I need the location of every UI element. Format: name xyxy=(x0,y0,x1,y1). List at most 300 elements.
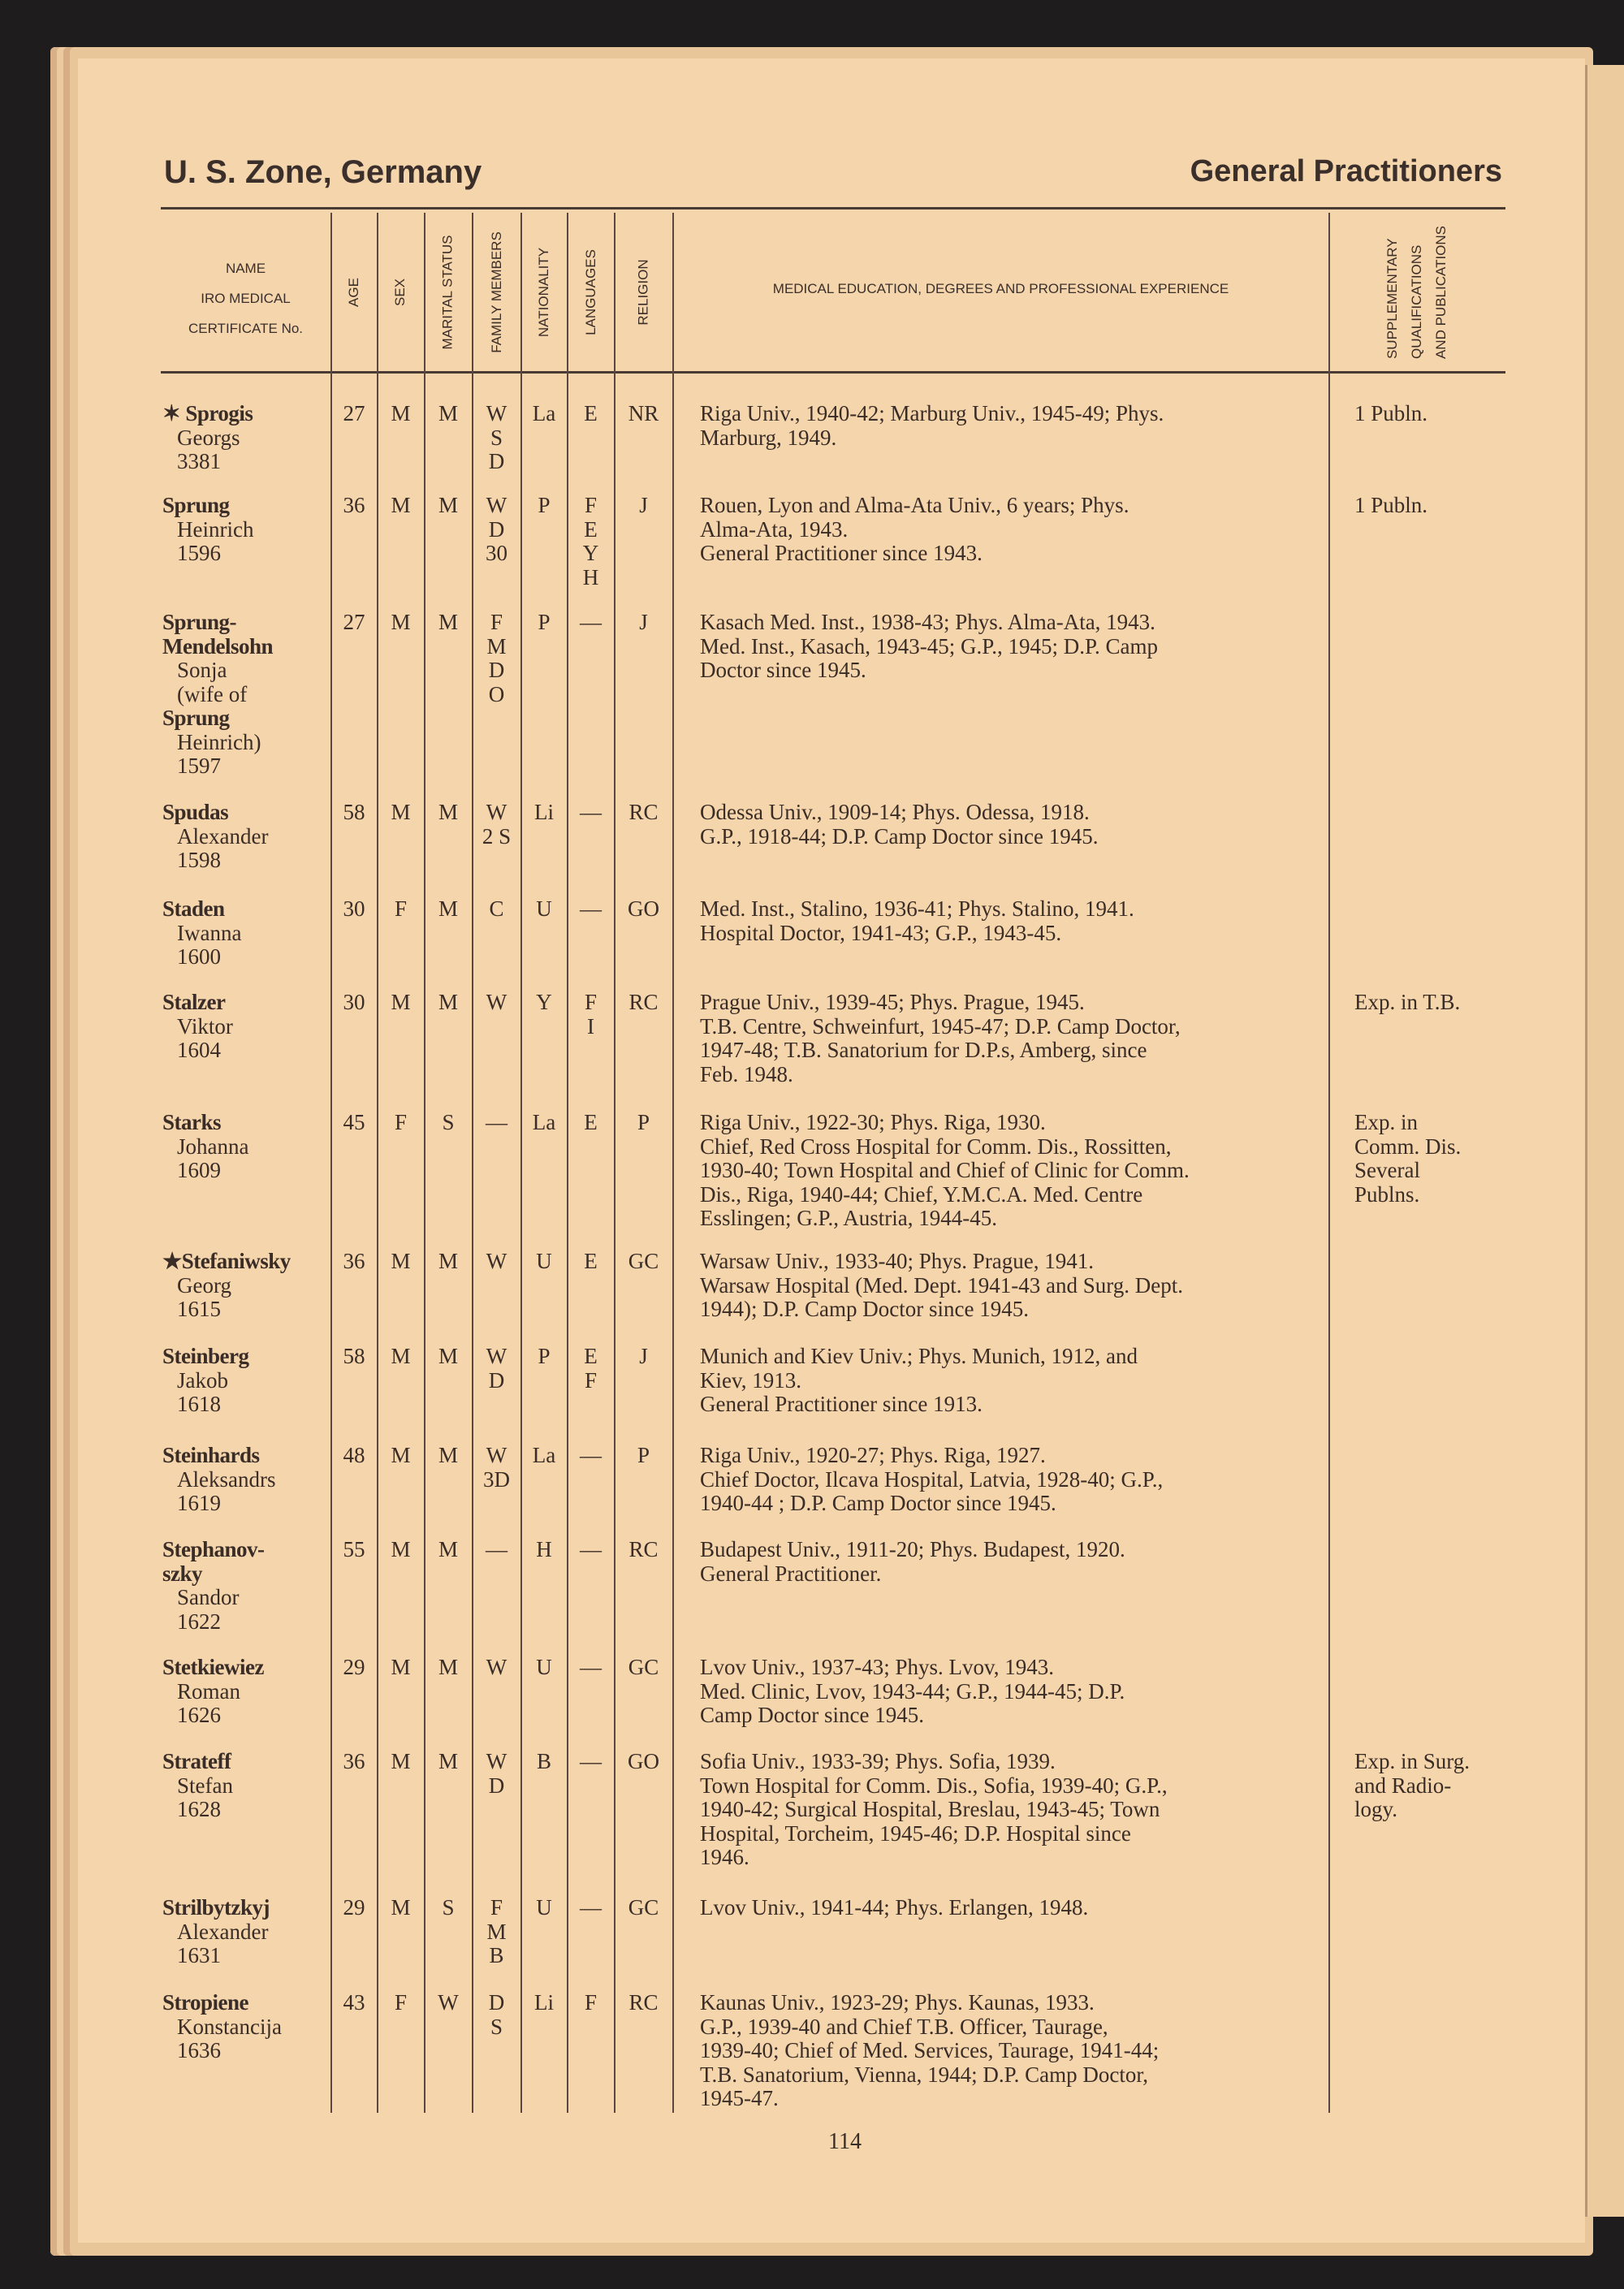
experience-line: 1939-40; Chief of Med. Services, Taurage, 1941-44; xyxy=(700,2038,1160,2062)
family-value: S xyxy=(490,425,503,450)
religion-cell: GO xyxy=(628,1749,659,1773)
age-cell: 36 xyxy=(343,1249,365,1273)
family-value: D xyxy=(488,1773,505,1798)
col-header-supplementary xyxy=(1329,213,1505,372)
col-header-supplementary-line: QUALIFICATIONS xyxy=(1409,244,1425,360)
name-cell xyxy=(162,801,268,873)
surname: Strateff xyxy=(162,1749,231,1773)
name-cell xyxy=(162,402,253,474)
name-detail: 1609 xyxy=(177,1158,221,1182)
age-cell: 27 xyxy=(343,610,365,634)
religion-cell: GC xyxy=(628,1249,659,1273)
experience-line: G.P., 1939-40 and Chief T.B. Officer, Taurage, xyxy=(700,2014,1108,2039)
nationality-cell: Li xyxy=(534,1990,554,2015)
experience-line: Warsaw Univ., 1933-40; Phys. Prague, 1941. xyxy=(700,1249,1095,1273)
supplementary-line: Comm. Dis. xyxy=(1354,1134,1462,1159)
col-header-name-line: CERTIFICATE No. xyxy=(188,321,304,336)
languages-cell xyxy=(568,402,614,426)
name-detail: 1631 xyxy=(177,1943,221,1967)
experience-line: General Practitioner since 1943. xyxy=(700,541,983,565)
languages-cell xyxy=(568,1896,614,1920)
experience-line: Doctor since 1945. xyxy=(700,658,866,682)
family-cell xyxy=(473,1345,520,1393)
surname: Steinberg xyxy=(162,1344,249,1368)
languages-value: E xyxy=(584,1110,598,1134)
family-value: D xyxy=(488,449,505,473)
name-cell xyxy=(162,1538,265,1634)
family-value: F xyxy=(490,1895,503,1920)
name-cell xyxy=(162,1750,233,1822)
family-value: D xyxy=(488,1367,505,1393)
age-cell: 36 xyxy=(343,1749,365,1773)
age-cell: 27 xyxy=(343,401,365,425)
experience-line: 1944); D.P. Camp Doctor since 1945. xyxy=(700,1297,1029,1321)
religion-cell: RC xyxy=(628,990,659,1014)
supplementary-line: and Radio- xyxy=(1354,1773,1452,1798)
column-divider xyxy=(672,213,674,2113)
col-header-nationality-label: NATIONALITY xyxy=(536,247,552,338)
family-value: W xyxy=(486,401,508,425)
languages-value: — xyxy=(580,1537,602,1561)
sex-cell: F xyxy=(394,1990,408,2015)
marital-cell: W xyxy=(438,1990,459,2015)
marital-cell: M xyxy=(438,800,458,824)
name-cell xyxy=(162,1111,248,1183)
nationality-cell: La xyxy=(532,1110,556,1134)
surname: ★Stefaniwsky xyxy=(162,1249,291,1273)
experience-cell xyxy=(700,1250,1183,1322)
name-detail: Johanna xyxy=(177,1134,249,1159)
experience-line: Sofia Univ., 1933-39; Phys. Sofia, 1939. xyxy=(700,1749,1056,1773)
name-detail: 3381 xyxy=(177,449,221,473)
family-value: W xyxy=(486,1655,508,1679)
marital-cell: M xyxy=(438,610,458,634)
experience-line: Riga Univ., 1920-27; Phys. Riga, 1927. xyxy=(700,1443,1046,1467)
name-detail: 1596 xyxy=(177,541,221,565)
name-cell xyxy=(162,494,253,566)
supplementary-cell xyxy=(1354,494,1427,518)
religion-cell: RC xyxy=(628,800,659,824)
family-value: W xyxy=(486,1749,508,1773)
experience-line: Riga Univ., 1940-42; Marburg Univ., 1945-49; Phys. xyxy=(700,401,1164,425)
family-value: D xyxy=(488,658,505,682)
experience-cell xyxy=(700,1656,1125,1728)
experience-cell xyxy=(700,991,1181,1086)
surname: Starks xyxy=(162,1110,222,1134)
languages-cell xyxy=(568,1750,614,1774)
name-detail: 1618 xyxy=(177,1392,221,1416)
name-detail: Aleksandrs xyxy=(177,1466,276,1492)
experience-line: Budapest Univ., 1911-20; Phys. Budapest, 1920. xyxy=(700,1537,1125,1561)
family-value: W xyxy=(486,493,508,517)
marital-cell: S xyxy=(442,1895,455,1920)
experience-line: Kiev, 1913. xyxy=(700,1367,801,1393)
marital-cell: M xyxy=(438,990,458,1014)
nationality-cell: P xyxy=(538,1344,551,1368)
experience-cell xyxy=(700,402,1164,450)
marital-cell: M xyxy=(438,1344,458,1368)
languages-value: — xyxy=(580,1895,602,1920)
name-cell xyxy=(162,1656,264,1728)
col-header-supplementary-line: SUPPLEMENTARY xyxy=(1384,238,1401,360)
family-cell xyxy=(473,1656,520,1680)
experience-cell xyxy=(700,494,1129,566)
sex-cell: M xyxy=(391,610,411,634)
sex-cell: M xyxy=(391,800,411,824)
religion-cell: J xyxy=(639,493,648,517)
experience-cell xyxy=(700,1750,1168,1870)
col-header-family-label: FAMILY MEMBERS xyxy=(488,231,504,353)
age-cell: 48 xyxy=(343,1443,365,1467)
languages-value: E xyxy=(584,516,598,542)
facing-page-edge xyxy=(1585,65,1624,2217)
experience-line: 1940-44 ; D.P. Camp Doctor since 1945. xyxy=(700,1491,1056,1515)
age-cell: 30 xyxy=(343,896,365,921)
col-header-experience: MEDICAL EDUCATION, DEGREES AND PROFESSIONAL EXPERIENCE xyxy=(772,281,1229,296)
name-detail: Viktor xyxy=(177,1013,233,1039)
sex-cell: M xyxy=(391,1895,411,1920)
family-cell xyxy=(473,1750,520,1798)
col-header-marital xyxy=(425,213,472,372)
nationality-cell: U xyxy=(536,1655,552,1679)
family-cell xyxy=(473,1250,520,1274)
religion-cell: GC xyxy=(628,1895,659,1920)
family-cell xyxy=(473,1111,520,1135)
languages-value: Y xyxy=(582,541,599,565)
nationality-cell: P xyxy=(538,493,551,517)
column-divider xyxy=(1328,213,1330,2113)
experience-line: Lvov Univ., 1937-43; Phys. Lvov, 1943. xyxy=(700,1655,1054,1679)
languages-cell xyxy=(568,1538,614,1562)
marital-cell: M xyxy=(438,1249,458,1273)
languages-cell xyxy=(568,1250,614,1274)
family-cell xyxy=(473,611,520,706)
family-value: W xyxy=(486,1443,508,1467)
languages-value: F xyxy=(584,990,598,1014)
marital-cell: M xyxy=(438,401,458,425)
surname: Stalzer xyxy=(162,990,226,1014)
col-header-religion xyxy=(615,213,672,372)
sex-cell: M xyxy=(391,1655,411,1679)
experience-line: T.B. Centre, Schweinfurt, 1945-47; D.P. Camp Doctor, xyxy=(700,1013,1181,1039)
age-cell: 58 xyxy=(343,1344,365,1368)
languages-value: — xyxy=(580,800,602,824)
experience-line: Esslingen; G.P., Austria, 1944-45. xyxy=(700,1206,998,1230)
name-detail: (wife of xyxy=(177,681,248,706)
surname: Steinhards xyxy=(162,1443,260,1467)
experience-line: 1940-42; Surgical Hospital, Breslau, 1943-45; Town xyxy=(700,1797,1160,1821)
age-cell: 43 xyxy=(343,1990,365,2015)
experience-line: Lvov Univ., 1941-44; Phys. Erlangen, 1948. xyxy=(700,1895,1089,1920)
languages-cell xyxy=(568,1345,614,1393)
experience-cell xyxy=(700,1991,1159,2111)
experience-line: Chief, Red Cross Hospital for Comm. Dis., Rossitten, xyxy=(700,1134,1172,1159)
col-header-languages-label: LANGUAGES xyxy=(582,249,598,335)
col-header-languages xyxy=(568,213,614,372)
languages-value: — xyxy=(580,1655,602,1679)
family-value: D xyxy=(488,1990,505,2015)
nationality-cell: U xyxy=(536,896,552,921)
family-value: W xyxy=(486,1344,508,1368)
name-detail: Heinrich xyxy=(177,516,254,542)
nationality-cell: P xyxy=(538,610,551,634)
name-detail: Heinrich) xyxy=(177,729,261,754)
name-detail: Iwanna xyxy=(177,920,242,945)
experience-line: 1945-47. xyxy=(700,2086,779,2110)
col-header-name-line: NAME xyxy=(225,261,266,276)
experience-cell xyxy=(700,897,1134,945)
age-cell: 29 xyxy=(343,1895,365,1920)
supplementary-line: Exp. in T.B. xyxy=(1354,990,1461,1014)
supplementary-cell xyxy=(1354,1750,1470,1822)
name-detail: Alexander xyxy=(177,823,269,849)
family-cell xyxy=(473,991,520,1015)
sex-cell: M xyxy=(391,493,411,517)
age-cell: 55 xyxy=(343,1537,365,1561)
sex-cell: M xyxy=(391,990,411,1014)
experience-cell xyxy=(700,801,1098,849)
religion-cell: J xyxy=(639,1344,648,1368)
name-cell xyxy=(162,1896,270,1968)
languages-value: E xyxy=(584,1344,598,1368)
name-detail: 1619 xyxy=(177,1491,221,1515)
name-detail: 1628 xyxy=(177,1797,221,1821)
sex-cell: M xyxy=(391,1249,411,1273)
col-header-name xyxy=(162,253,329,343)
religion-cell: RC xyxy=(628,1990,659,2015)
col-header-sex xyxy=(378,213,424,372)
nationality-cell: U xyxy=(536,1895,552,1920)
surname: Strilbytzkyj xyxy=(162,1895,270,1920)
nationality-cell: Y xyxy=(536,990,552,1014)
name-detail: 1597 xyxy=(177,754,221,778)
marital-cell: M xyxy=(438,1443,458,1467)
experience-line: Hospital Doctor, 1941-43; G.P., 1943-45. xyxy=(700,920,1062,945)
running-header-right: General Practitioners xyxy=(1190,154,1502,188)
marital-cell: M xyxy=(438,1655,458,1679)
languages-value: — xyxy=(580,896,602,921)
family-cell xyxy=(473,1896,520,1968)
religion-cell: P xyxy=(637,1110,650,1134)
languages-cell xyxy=(568,1444,614,1468)
col-header-age xyxy=(331,213,377,372)
nationality-cell: H xyxy=(536,1537,552,1561)
nationality-cell: La xyxy=(532,1443,556,1467)
languages-cell xyxy=(568,611,614,635)
family-cell xyxy=(473,1538,520,1562)
surname: Stetkiewiez xyxy=(162,1655,264,1679)
name-cell xyxy=(162,611,273,779)
languages-cell xyxy=(568,1111,614,1135)
family-cell xyxy=(473,1444,520,1492)
supplementary-line: logy. xyxy=(1354,1797,1397,1821)
religion-cell: NR xyxy=(628,401,659,425)
name-cell xyxy=(162,897,241,970)
col-header-supplementary-line: AND PUBLICATIONS xyxy=(1433,225,1449,360)
experience-line: Odessa Univ., 1909-14; Phys. Odessa, 1918. xyxy=(700,800,1090,824)
experience-cell xyxy=(700,1896,1088,1920)
name-detail: 1604 xyxy=(177,1038,221,1062)
family-cell xyxy=(473,801,520,849)
languages-cell xyxy=(568,991,614,1039)
supplementary-line: 1 Publn. xyxy=(1354,401,1428,425)
experience-line: General Practitioner. xyxy=(700,1561,882,1586)
family-value: W xyxy=(486,1249,508,1273)
name-detail: Jakob xyxy=(177,1367,228,1393)
experience-cell xyxy=(700,1111,1190,1231)
languages-value: E xyxy=(584,401,598,425)
age-cell: 45 xyxy=(343,1110,365,1134)
supplementary-line: Exp. in Surg. xyxy=(1354,1749,1471,1773)
col-header-marital-label: MARITAL STATUS xyxy=(440,235,456,350)
sex-cell: M xyxy=(391,1749,411,1773)
name-detail: Konstancija xyxy=(177,2014,282,2039)
surname: Stephanov- xyxy=(162,1537,265,1561)
experience-line: Rouen, Lyon and Alma-Ata Univ., 6 years; Phys. xyxy=(700,493,1129,517)
experience-line: Prague Univ., 1939-45; Phys. Prague, 1945. xyxy=(700,990,1085,1014)
supplementary-line: Several xyxy=(1354,1158,1420,1182)
name-cell xyxy=(162,991,233,1063)
languages-value: — xyxy=(580,1749,602,1773)
languages-value: F xyxy=(584,493,598,517)
surname: Sprung xyxy=(162,706,230,730)
age-cell: 58 xyxy=(343,800,365,824)
surname: Staden xyxy=(162,896,225,921)
col-header-sex-label: SEX xyxy=(392,278,408,307)
surname: Sprung xyxy=(162,493,230,517)
religion-cell: P xyxy=(637,1443,650,1467)
nationality-cell: B xyxy=(536,1749,551,1773)
name-detail: 1598 xyxy=(177,848,221,872)
languages-value: F xyxy=(584,1367,598,1393)
experience-line: Kasach Med. Inst., 1938-43; Phys. Alma-Ata, 1943. xyxy=(700,610,1155,634)
col-header-age-label: AGE xyxy=(346,278,361,307)
experience-line: Riga Univ., 1922-30; Phys. Riga, 1930. xyxy=(700,1110,1046,1134)
family-value: C xyxy=(489,896,504,921)
surname: Spudas xyxy=(162,800,229,824)
experience-line: Camp Doctor since 1945. xyxy=(700,1703,924,1727)
languages-value: F xyxy=(584,1990,598,2015)
family-cell xyxy=(473,402,520,474)
experience-line: Town Hospital for Comm. Dis., Sofia, 1939-40; G.P., xyxy=(700,1773,1168,1798)
sex-cell: M xyxy=(391,401,411,425)
experience-line: Marburg, 1949. xyxy=(700,425,837,450)
experience-cell xyxy=(700,611,1158,683)
supplementary-cell xyxy=(1354,1111,1461,1207)
sex-cell: M xyxy=(391,1443,411,1467)
languages-cell xyxy=(568,801,614,825)
surname: szky xyxy=(162,1561,203,1586)
marital-cell: M xyxy=(438,896,458,921)
col-header-family xyxy=(473,213,520,372)
experience-line: Med. Clinic, Lvov, 1943-44; G.P., 1944-45; D.P. xyxy=(700,1678,1125,1704)
sex-cell: F xyxy=(394,896,408,921)
experience-line: General Practitioner since 1913. xyxy=(700,1392,983,1416)
family-value: B xyxy=(489,1943,504,1967)
religion-cell: RC xyxy=(628,1537,659,1561)
age-cell: 36 xyxy=(343,493,365,517)
sex-cell: M xyxy=(391,1344,411,1368)
sex-cell: M xyxy=(391,1537,411,1561)
name-detail: Alexander xyxy=(177,1919,269,1944)
surname: Mendelsohn xyxy=(162,633,274,659)
family-cell xyxy=(473,897,520,922)
name-detail: 1615 xyxy=(177,1297,221,1321)
nationality-cell: La xyxy=(532,401,556,425)
name-cell xyxy=(162,1250,291,1322)
supplementary-cell xyxy=(1354,402,1427,426)
surname: Stropiene xyxy=(162,1990,249,2015)
experience-line: G.P., 1918-44; D.P. Camp Doctor since 1945. xyxy=(700,823,1099,849)
family-cell xyxy=(473,1991,520,2039)
experience-cell xyxy=(700,1444,1163,1516)
col-header-name-line: IRO MEDICAL xyxy=(201,291,291,306)
surname: ✶ Sprogis xyxy=(162,401,253,425)
age-cell: 30 xyxy=(343,990,365,1014)
experience-line: Med. Inst., Kasach, 1943-45; G.P., 1945; D.P. Camp xyxy=(700,633,1158,659)
experience-line: Warsaw Hospital (Med. Dept. 1941-43 and Surg. Dept. xyxy=(700,1272,1183,1298)
languages-value: — xyxy=(580,1443,602,1467)
marital-cell: S xyxy=(442,1110,455,1134)
name-cell xyxy=(162,1444,275,1516)
experience-line: 1946. xyxy=(700,1845,749,1869)
languages-value: I xyxy=(587,1013,594,1039)
languages-value: — xyxy=(580,610,602,634)
sex-cell: F xyxy=(394,1110,408,1134)
name-detail: Sandor xyxy=(177,1585,240,1609)
experience-line: Chief Doctor, Ilcava Hospital, Latvia, 1928-40; G.P., xyxy=(700,1466,1164,1492)
name-detail: Roman xyxy=(177,1678,240,1704)
family-value: M xyxy=(486,633,507,659)
experience-line: T.B. Sanatorium, Vienna, 1944; D.P. Camp Doctor, xyxy=(700,2062,1148,2087)
name-detail: 1622 xyxy=(177,1609,221,1634)
supplementary-line: Exp. in xyxy=(1354,1110,1418,1134)
experience-cell xyxy=(700,1345,1138,1417)
experience-cell xyxy=(700,1538,1125,1586)
experience-line: Hospital, Torcheim, 1945-46; D.P. Hospital since xyxy=(700,1820,1131,1846)
languages-cell xyxy=(568,494,614,590)
languages-cell xyxy=(568,1656,614,1680)
surname: Sprung- xyxy=(162,610,237,634)
nationality-cell: Li xyxy=(534,800,554,824)
name-detail: 1600 xyxy=(177,944,221,969)
age-cell: 29 xyxy=(343,1655,365,1679)
experience-line: 1947-48; T.B. Sanatorium for D.P.s, Amberg, since xyxy=(700,1038,1147,1062)
supplementary-line: 1 Publn. xyxy=(1354,493,1428,517)
family-value: 30 xyxy=(486,541,508,565)
family-value: 3D xyxy=(483,1466,510,1492)
marital-cell: M xyxy=(438,1749,458,1773)
name-cell xyxy=(162,1345,249,1417)
family-value: O xyxy=(488,681,505,706)
family-cell xyxy=(473,494,520,566)
languages-value: H xyxy=(582,564,599,590)
family-value: W xyxy=(486,990,508,1014)
family-value: — xyxy=(486,1537,508,1561)
family-value: F xyxy=(490,610,503,634)
marital-cell: M xyxy=(438,1537,458,1561)
name-detail: 1636 xyxy=(177,2038,221,2062)
experience-line: Dis., Riga, 1940-44; Chief, Y.M.C.A. Med. Centre xyxy=(700,1181,1143,1207)
supplementary-line: Publns. xyxy=(1354,1181,1420,1207)
nationality-cell: U xyxy=(536,1249,552,1273)
languages-value: E xyxy=(584,1249,598,1273)
page-number: 114 xyxy=(828,2129,862,2154)
col-header-religion-label: RELIGION xyxy=(635,259,651,326)
religion-cell: J xyxy=(639,610,648,634)
languages-cell xyxy=(568,1991,614,2015)
religion-cell: GC xyxy=(628,1655,659,1679)
